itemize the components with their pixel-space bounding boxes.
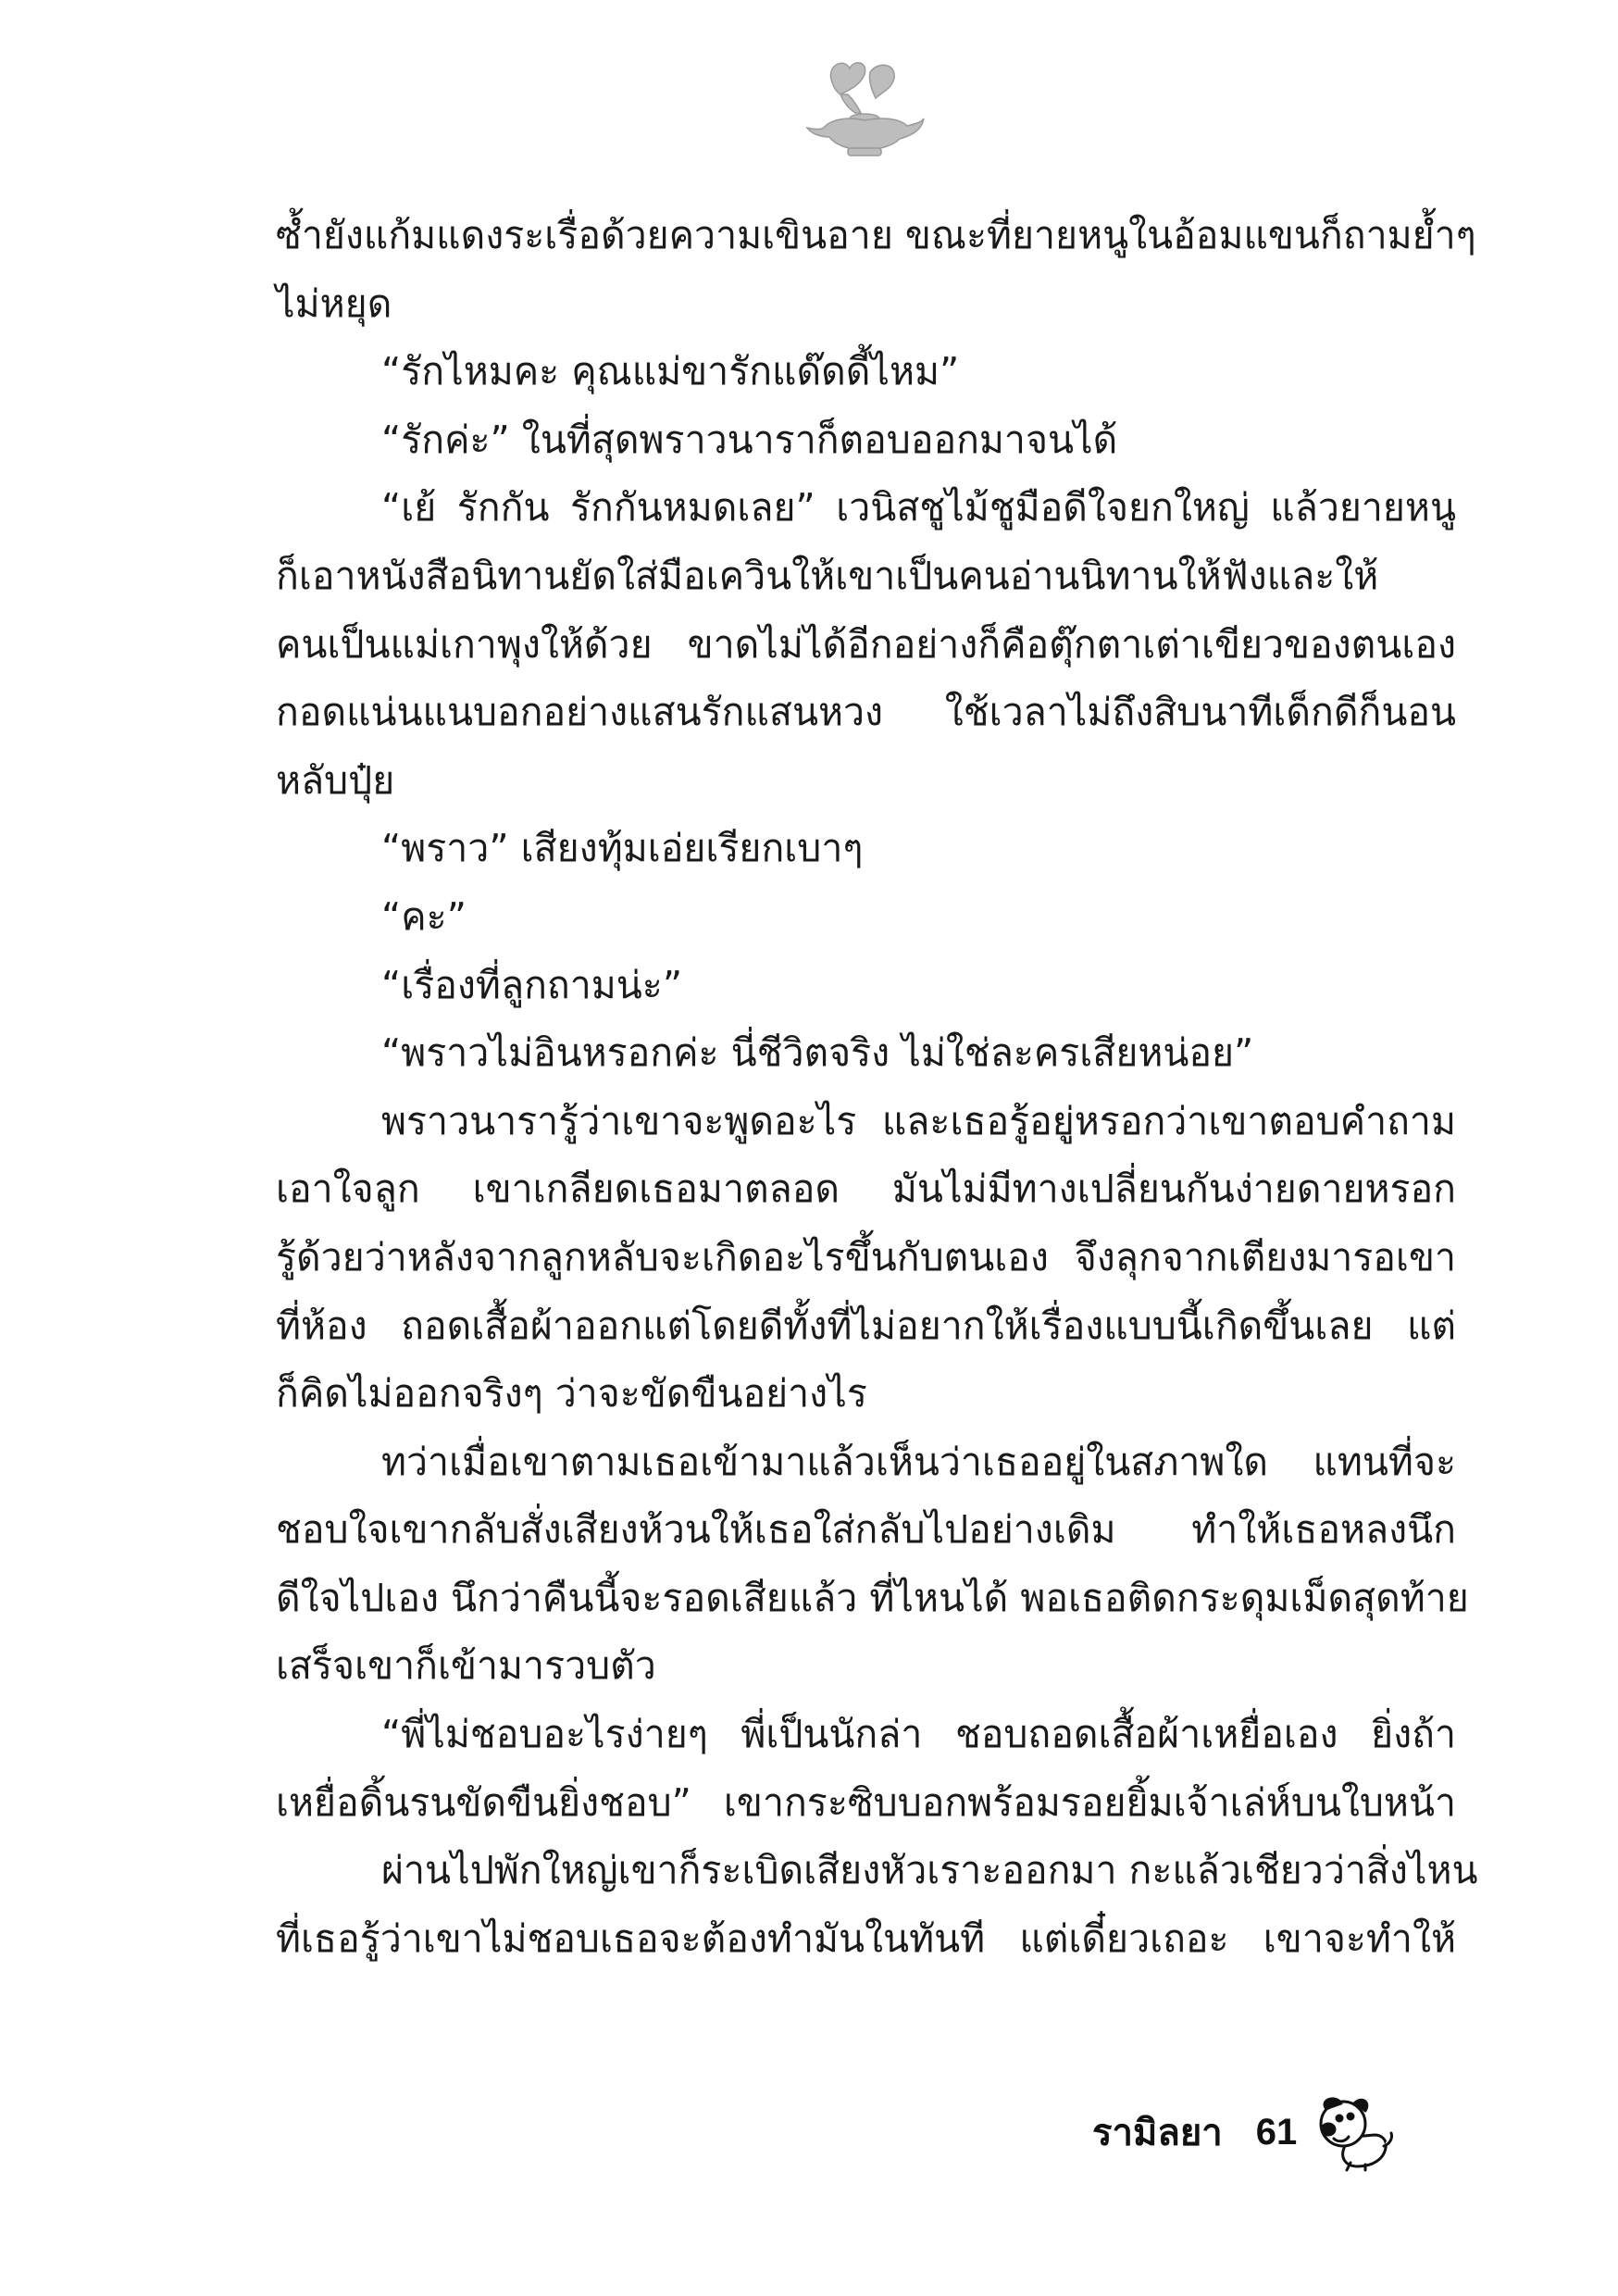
text-line: ก็เอาหนังสือนิทานยัดใส่มือเควินให้เขาเป็นคนอ่านนิทานให้ฟังและให้ bbox=[276, 553, 1379, 598]
cartoon-dog-icon bbox=[1308, 2092, 1397, 2172]
text-line: คนเป็นแม่เกาพุงให้ด้วย ขาดไม่ได้อีกอย่างก็คือตุ๊กตาเต่าเขียวของตนเอง bbox=[276, 621, 1456, 667]
text-line: “พราวไม่อินหรอกค่ะ นี่ชีวิตจริง ไม่ใช่ละครเสียหน่อย” bbox=[381, 1030, 1254, 1076]
text-line: ผ่านไปพักใหญ่เขาก็ระเบิดเสียงหัวเราะออกมา กะแล้วเชียวว่าสิ่งไหน bbox=[381, 1848, 1478, 1893]
text-line: “เย้ รักกัน รักกันหมดเลย” เวนิสชูไม้ชูมือดีใจยกใหญ่ แล้วยายหนู bbox=[381, 485, 1456, 530]
text-line: ซ้ำยังแก้มแดงระเรื่อด้วยความเขินอาย ขณะที่ยายหนูในอ้อมแขนก็ถามย้ำๆ bbox=[276, 213, 1476, 257]
text-line: ชอบใจเขากลับสั่งเสียงห้วนให้เธอใส่กลับไปอย่างเดิม ทำให้เธอหลงนึก bbox=[276, 1507, 1456, 1553]
text-line: รู้ด้วยว่าหลังจากลูกหลับจะเกิดอะไรขึ้นกับตนเอง จึงลุกจากเตียงมารอเขา bbox=[276, 1234, 1456, 1279]
text-line: “เรื่องที่ลูกถามน่ะ” bbox=[381, 962, 683, 1007]
text-line: ที่เธอรู้ว่าเขาไม่ชอบเธอจะต้องทำมันในทันที แต่เดี๋ยวเถอะ เขาจะทำให้ bbox=[276, 1915, 1456, 1961]
text-line: “รักไหมคะ คุณแม่ขารักแด๊ดดี้ไหม” bbox=[381, 349, 960, 394]
page-body-text bbox=[276, 202, 1478, 1973]
text-line: พราวนารารู้ว่าเขาจะพูดอะไร และเธอรู้อยู่หรอกว่าเขาตอบคำถาม bbox=[381, 1098, 1456, 1143]
text-line: เอาใจลูก เขาเกลียดเธอมาตลอด มันไม่มีทางเปลี่ยนกันง่ายดายหรอก bbox=[276, 1167, 1456, 1212]
text-line: หลับปุ๋ย bbox=[276, 757, 395, 803]
text-line: ไม่หยุด bbox=[276, 281, 392, 326]
text-line: “คะ” bbox=[381, 893, 467, 939]
page-footer bbox=[1092, 2090, 1397, 2174]
text-line: กอดแน่นแนบอกอย่างแสนรักแสนหวง ใช้เวลาไม่ถึงสิบนาทีเด็กดีก็นอน bbox=[276, 690, 1456, 735]
text-line: ทว่าเมื่อเขาตามเธอเข้ามาแล้วเห็นว่าเธออยู่ในสภาพใด แทนที่จะ bbox=[381, 1439, 1456, 1484]
text-line: ดีใจไปเอง นึกว่าคืนนี้จะรอดเสียแล้ว ที่ไหนได้ พอเธอติดกระดุมเม็ดสุดท้าย bbox=[276, 1575, 1469, 1620]
page-number: 61 bbox=[1255, 2111, 1298, 2152]
running-title: รามิลยา bbox=[1092, 2112, 1223, 2154]
text-line: ที่ห้อง ถอดเสื้อผ้าออกแต่โดยดีทั้งที่ไม่อยากให้เรื่องแบบนี้เกิดขึ้นเลย แต่ bbox=[276, 1303, 1456, 1348]
genie-lamp-icon bbox=[803, 54, 926, 157]
text-line: “พราว” เสียงทุ้มเอ่ยเรียกเบาๆ bbox=[381, 826, 864, 871]
text-line: “พี่ไม่ชอบอะไรง่ายๆ พี่เป็นนักล่า ชอบถอดเสื้อผ้าเหยื่อเอง ยิ่งถ้า bbox=[381, 1712, 1456, 1757]
text-line: เหยื่อดิ้นรนขัดขืนยิ่งชอบ” เขากระซิบบอกพร้อมรอยยิ้มเจ้าเล่ห์บนใบหน้า bbox=[276, 1779, 1456, 1825]
text-line: “รักค่ะ” ในที่สุดพราวนาราก็ตอบออกมาจนได้ bbox=[381, 417, 1118, 462]
text-line: เสร็จเขาก็เข้ามารวบตัว bbox=[276, 1643, 656, 1689]
text-line: ก็คิดไม่ออกจริงๆ ว่าจะขัดขืนอย่างไร bbox=[276, 1371, 867, 1416]
